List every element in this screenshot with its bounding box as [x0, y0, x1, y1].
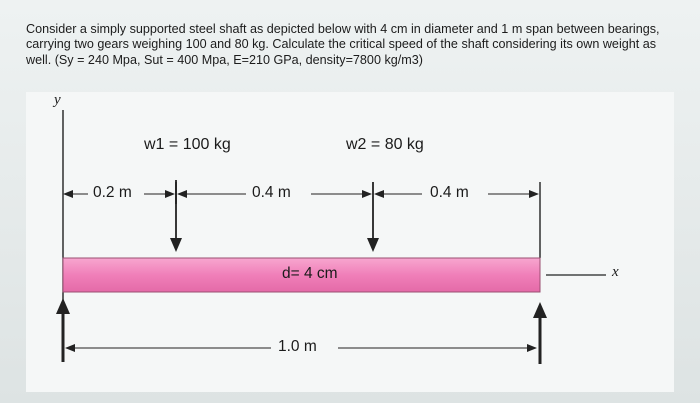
shaft-diagram — [26, 92, 674, 392]
w1-load-arrowhead — [170, 238, 182, 252]
w2-label: w2 = 80 kg — [346, 136, 424, 153]
left-reaction-arrowhead — [56, 298, 70, 314]
dim-2-label: 0.4 m — [252, 184, 291, 201]
dim-3-label: 0.4 m — [430, 184, 469, 201]
diameter-label: d= 4 cm — [282, 265, 338, 282]
w2-load-arrowhead — [367, 238, 379, 252]
span-label: 1.0 m — [278, 338, 317, 355]
x-axis-label: x — [612, 264, 619, 280]
right-reaction-arrowhead — [533, 302, 547, 318]
problem-statement: Consider a simply supported steel shaft as depicted below with 4 cm in diameter and 1 m span between bearings, carrying two gears weighing 100 and 80 kg. Calculate the critical speed of the shaft considering its own weight as well. (Sy = 240 Mpa, Sut = 400 Mpa, E=210 GPa, density=7800 kg/m3) — [26, 22, 660, 67]
w1-label: w1 = 100 kg — [144, 136, 231, 153]
dim-1-label: 0.2 m — [93, 184, 132, 201]
y-axis-label: y — [54, 92, 61, 108]
